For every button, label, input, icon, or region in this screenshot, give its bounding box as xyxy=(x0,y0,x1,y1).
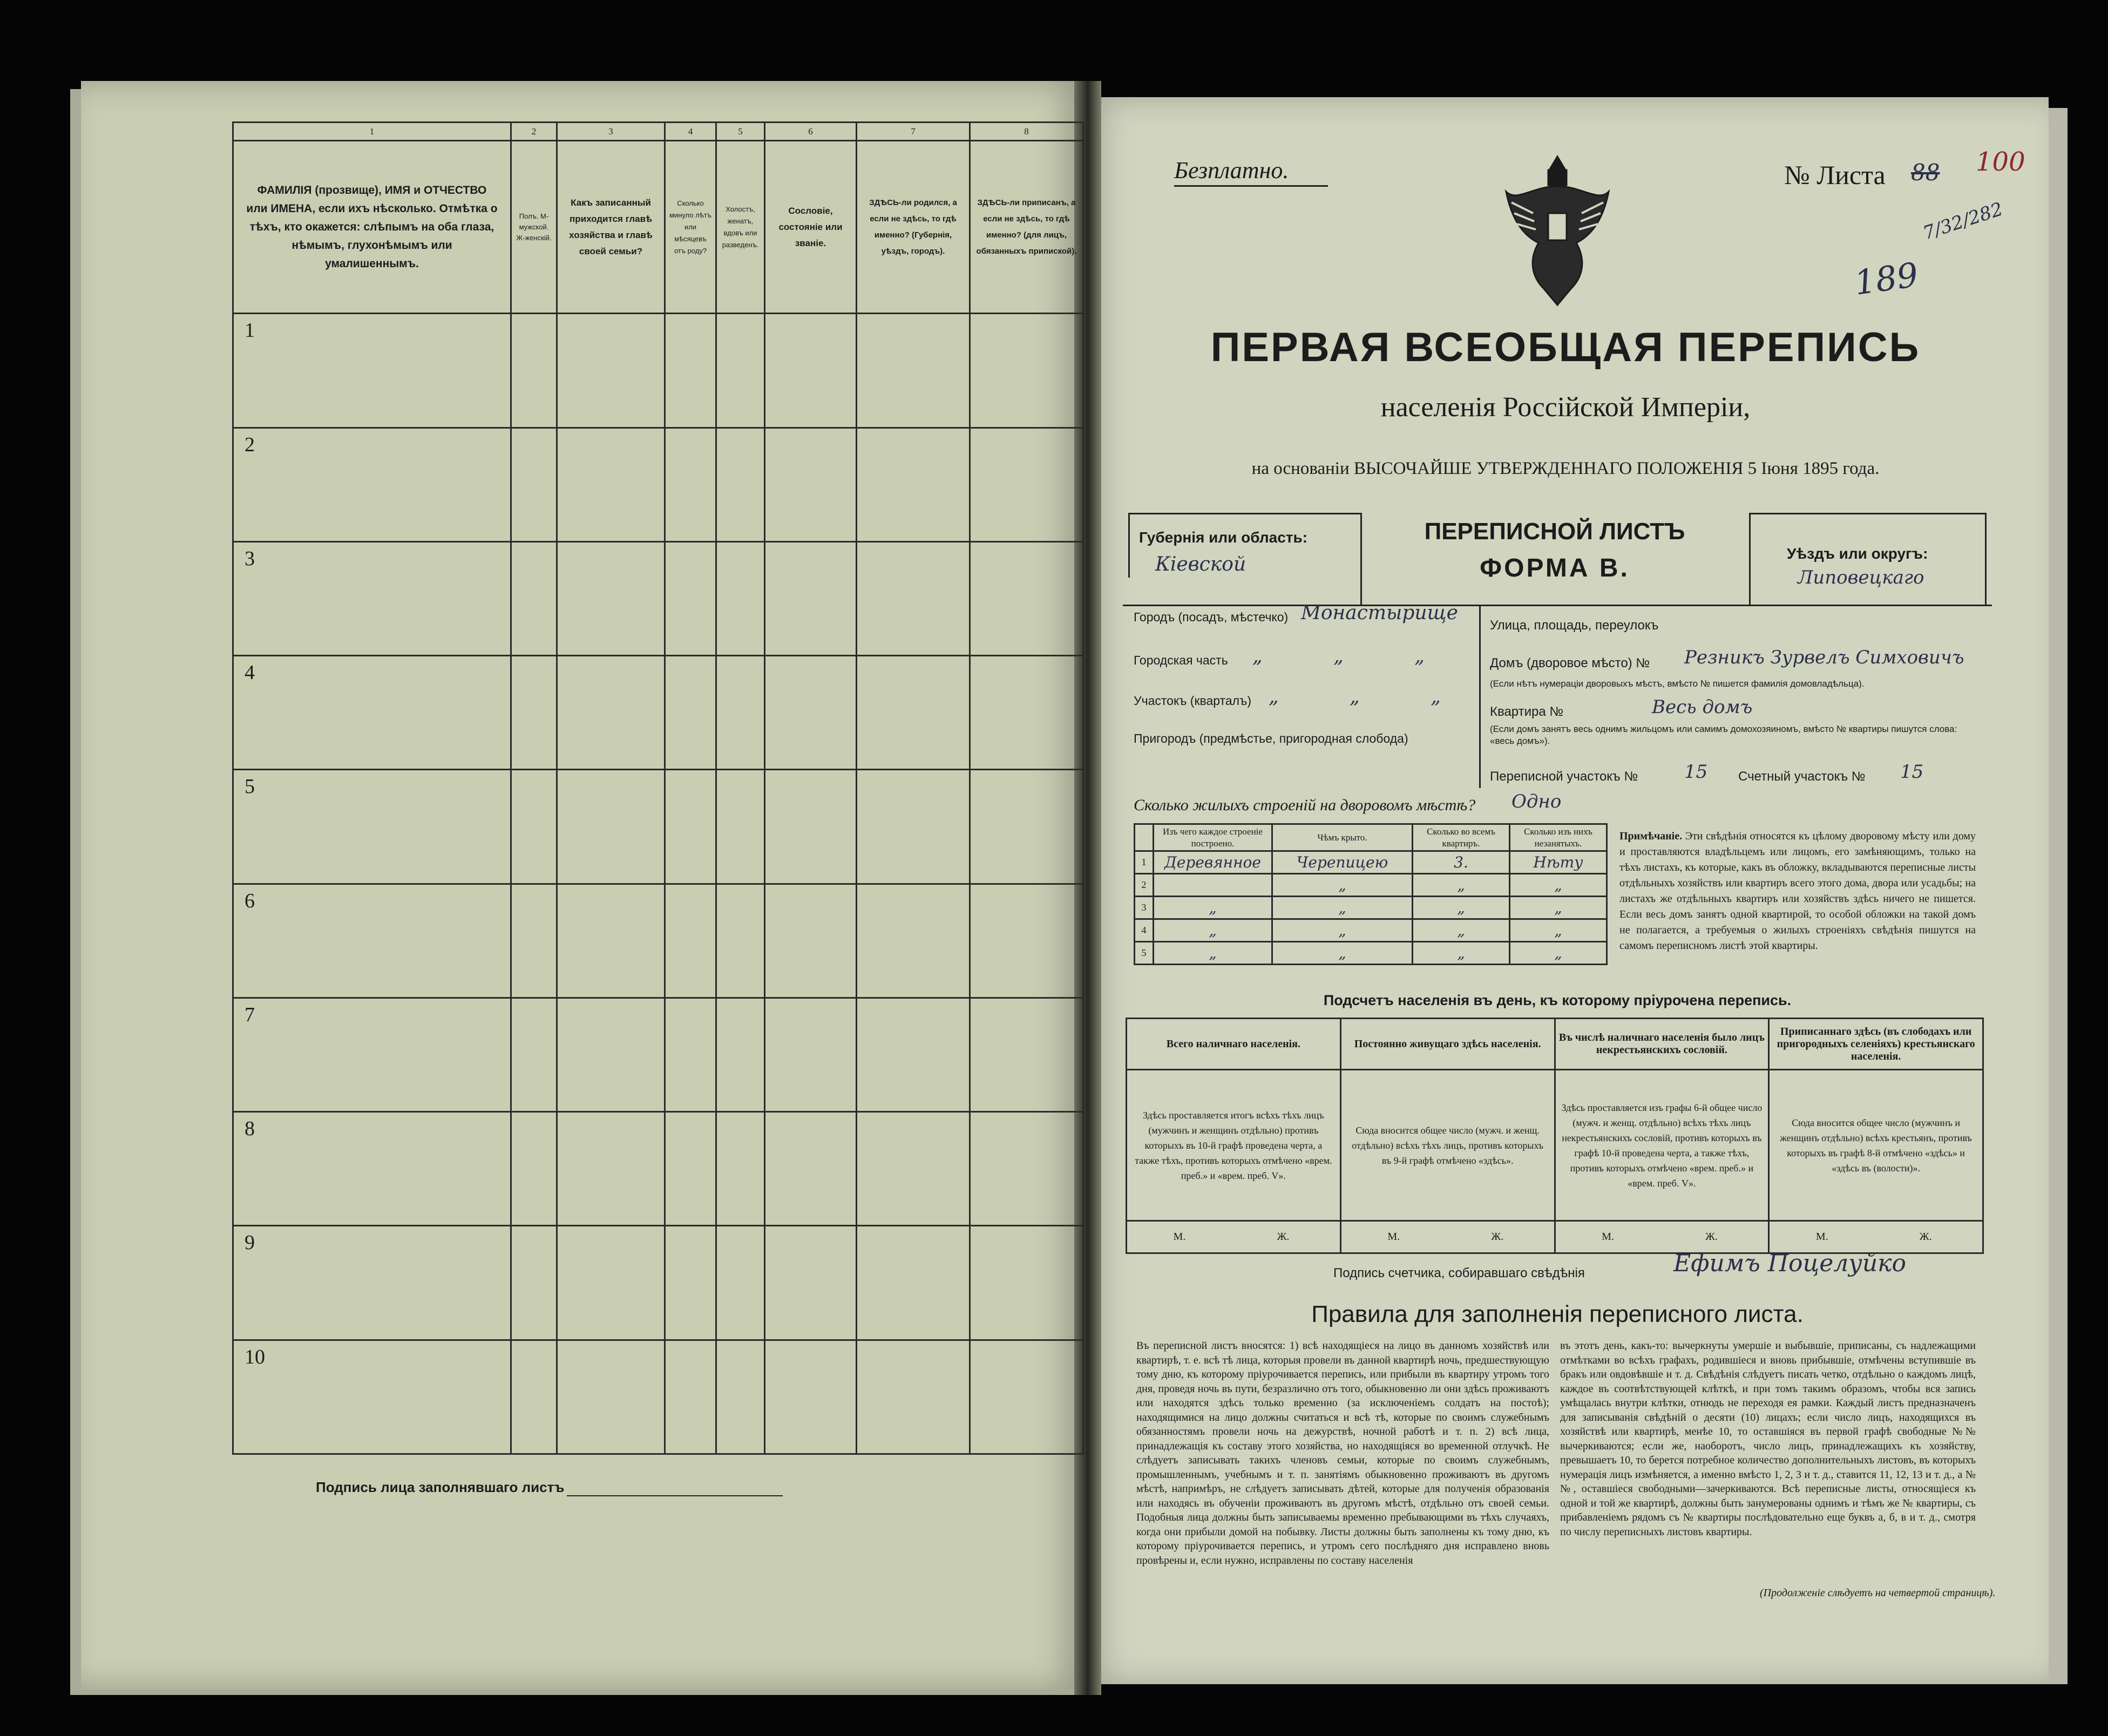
building-row xyxy=(1135,897,1607,919)
household-cell[interactable] xyxy=(665,884,716,998)
building-row-number: 5 xyxy=(1135,942,1154,965)
col-number: 5 xyxy=(716,123,765,141)
header-relation: Какъ записанный приходится главѣ хозяйства и главѣ своей семьи? xyxy=(557,141,665,314)
buildings-table xyxy=(1134,823,1608,965)
note-title: Примѣчаніе. xyxy=(1619,830,1683,842)
household-cell[interactable] xyxy=(716,1112,765,1226)
male-label: М. xyxy=(1387,1231,1400,1243)
enumerator-signature: Ефимъ Поцелуйко xyxy=(1673,1250,1906,1277)
header-marital: Холостъ, женатъ, вдовъ или разведенъ. xyxy=(716,141,765,314)
bt-header: Чѣмъ крыто. xyxy=(1272,824,1413,851)
precinct-label: Участокъ (кварталъ) xyxy=(1134,694,1252,708)
column-number-row xyxy=(233,123,1083,141)
side-number: 189 xyxy=(1852,255,1921,303)
count-mf-cell[interactable] xyxy=(1127,1221,1341,1253)
address-top-rule xyxy=(1123,605,1992,606)
household-row xyxy=(233,770,1083,884)
building-cell: „ xyxy=(1272,942,1413,965)
building-cell: „ xyxy=(1510,919,1607,942)
household-signature-label: Подпись лица заполнявшаго листъ xyxy=(316,1479,565,1495)
female-label: Ж. xyxy=(1919,1231,1932,1243)
col-number: 1 xyxy=(233,123,511,141)
buildings-question: Сколько жилыхъ строеній на дворовомъ мѣстѣ? xyxy=(1134,796,1476,814)
row-number[interactable]: 9 xyxy=(233,1226,511,1340)
household-cell[interactable] xyxy=(765,314,857,428)
household-cell[interactable] xyxy=(716,428,765,541)
building-cell xyxy=(1154,874,1272,897)
household-row xyxy=(233,314,1083,428)
census-subtitle: населенія Россійской Имперіи, xyxy=(1380,392,1751,423)
household-cell[interactable] xyxy=(511,541,557,655)
rules-column-1: Въ переписной листъ вносятся: 1) всѣ находящіеся на лицо въ данномъ хозяйствѣ или квартирѣ, т. е. всѣ тѣ лица, которыя провели въ данной квартирѣ ночь, предшествующую тому дню, къ которому пріурочивается перепись, или прибыли въ квартиру утромъ того дня, проведя ночь въ пути, безразлично отъ того, обыкновенно ли они здѣсь проживаютъ или находятся здѣсь только временно (за исключеніемъ солдатъ на постоѣ); находящимися на лицо должны считаться и всѣ тѣ, которые по своимъ служебнымъ обязанностямъ провели ночь на дежурствѣ, ночной работѣ и т. п. 2) всѣ лица, принадлежащія къ составу этого хозяйства, но находящіяся во временной отлучкѣ. Не слѣдуетъ записывать такихъ членовъ семьи, которые по своимъ служебнымъ, промышленнымъ, учебнымъ и т. п. занятіямъ обыкновенно проживаютъ въ другомъ мѣстѣ, напримѣръ, не слѣдуетъ записывать дѣтей, которые для полученія образованія или находясь въ обученіи проживаютъ въ другомъ мѣстѣ, отдѣльно отъ своей семьи. Подобныя лица должны быть записываемы временно пребывающими въ тѣхъ случаяхъ, когда они прибыли домой на побывку. Листы должны быть заполнены къ тому дню, къ которому пріурочивается перепись, и утромъ сего послѣдняго дня исправлено вновь провѣрены и, если нужно, исправлены по составу населенія xyxy=(1136,1340,1549,1567)
count-col-header: Всего наличнаго населенія. xyxy=(1127,1019,1341,1070)
count-col-body: Сюда вносится общее число (мужч. и женщ. отдѣльно) всѣхъ тѣхъ лицъ, противъ которыхъ въ 9-й графѣ отмѣчено «здѣсь». xyxy=(1340,1070,1555,1221)
household-cell[interactable] xyxy=(557,314,665,428)
row-number[interactable]: 10 xyxy=(233,1340,511,1454)
building-row-number: 2 xyxy=(1135,874,1154,897)
household-row xyxy=(233,998,1083,1111)
household-cell[interactable] xyxy=(765,1112,857,1226)
address-divider xyxy=(1479,605,1481,788)
row-number[interactable]: 7 xyxy=(233,998,511,1111)
col-number: 2 xyxy=(511,123,557,141)
bt-header: Изъ чего каждое строеніе построено. xyxy=(1154,824,1272,851)
building-cell: Нѣту xyxy=(1510,851,1607,874)
household-cell[interactable] xyxy=(970,884,1083,998)
household-cell[interactable] xyxy=(716,541,765,655)
house-label: Домъ (дворовое мѣсто) № xyxy=(1490,656,1650,670)
row-number[interactable]: 5 xyxy=(233,770,511,884)
count-col-header: Постоянно живущаго здѣсь населенія. xyxy=(1340,1019,1555,1070)
house-value: Резникъ Зурвелъ Симховичъ xyxy=(1684,647,1964,668)
building-cell: Черепицею xyxy=(1272,851,1413,874)
city-label: Городъ (посадъ, мѣстечко) xyxy=(1134,610,1289,624)
household-cell[interactable] xyxy=(557,1340,665,1454)
household-row xyxy=(233,541,1083,655)
building-cell: „ xyxy=(1154,919,1272,942)
census-title: ПЕРВАЯ ВСЕОБЩАЯ ПЕРЕПИСЬ xyxy=(1210,324,1921,370)
imperial-eagle-icon xyxy=(1501,154,1614,308)
household-cell[interactable] xyxy=(857,998,970,1111)
household-cell[interactable] xyxy=(665,1340,716,1454)
col-number: 6 xyxy=(765,123,857,141)
population-count-table xyxy=(1126,1018,1984,1254)
note-text: Эти свѣдѣнія относятся къ цѣлому дворовому мѣсту или дому и проставляются владѣльцемъ или лицомъ, его замѣняющимъ, только на тѣхъ листахъ, къ которые, какъ въ обложку, вкладываются переписные листы отдѣльныхъ хозяйствъ или квартиръ всего этого дома, двора или усадьбы; на листахъ же отдѣльныхъ квартиръ или хозяйствъ здѣсь ничего не пишется. Если весь домъ занятъ одной квартирой, то особой обложки на такой домъ не полагается, а требуемыя о жилыхъ строеніяхъ свѣдѣнія пишутся на самомъ переписномъ листѣ этой квартиры. xyxy=(1619,830,1976,952)
census-district-value: 15 xyxy=(1684,761,1708,783)
household-cell[interactable] xyxy=(665,428,716,541)
household-cell[interactable] xyxy=(765,1340,857,1454)
rules-column-2: въ этотъ день, какъ-то: вычеркнуты умершіе и выбывшіе, приписаны, съ надлежащими отмѣтками во всѣхъ графахъ, родившіеся и вновь прибывшіе, отмѣчены вступившіе въ бракъ или овдовѣвшіе и т. д. Свѣдѣнія слѣдуетъ писать четко, отдѣльно о каждомъ лицѣ, каждое въ соотвѣтствующей клѣткѣ, и при томъ такимъ образомъ, чтобы вся запись умѣщалась внутри клѣтки, отнюдь не переходя ея рамки. Каждый листъ предназначенъ для записыванія свѣдѣній о десяти (10) лицахъ; если число лицъ, находящихся въ хозяйствѣ или квартирѣ, менѣе 10, то оставшіяся въ первой графѣ свободные №№ вычеркиваются; если же, наоборотъ, число лицъ, принадлежащихъ къ хозяйству, превышаетъ 10, то берется потребное количество дополнительныхъ листовъ, въ которыхъ нумерація лицъ измѣняется, а именно вмѣсто 1, 2, 3 и т. д., ставится 11, 12, 13 и т. д., а №№, оставшіеся свободными—зачеркиваются. Всѣ переписные листы, относящіеся къ одной и той же квартирѣ, должны быть занумерованы однимъ и тѣмъ же № квартиры, съ прибавленіемъ рядомъ съ № квартиры послѣдовательно еще буквъ а, б, в и т. д., смотря по числу переписныхъ листовъ квартиры. xyxy=(1560,1340,1976,1538)
header-registration: ЗДѢСЬ-ли приписанъ, а если не здѣсь, то гдѣ именно? (для лицъ, обязанныхъ припиской). xyxy=(970,141,1083,314)
household-cell[interactable] xyxy=(557,770,665,884)
building-cell: „ xyxy=(1510,942,1607,965)
count-col-header: Въ числѣ наличнаго населенія было лицъ некрестьянскихъ сословій. xyxy=(1555,1019,1769,1070)
free-label: Безплатно. xyxy=(1174,157,1289,184)
building-cell: 3. xyxy=(1413,851,1510,874)
row-number[interactable]: 8 xyxy=(233,1112,511,1226)
sheet-number-value: 100 xyxy=(1976,147,2025,177)
house-note: (Если нѣтъ нумераціи дворовыхъ мѣстъ, вмѣсто № пишется фамилія домовладѣльца). xyxy=(1490,679,1865,689)
city-value: Монастырище xyxy=(1301,602,1458,624)
building-cell: „ xyxy=(1413,874,1510,897)
building-cell: „ xyxy=(1272,874,1413,897)
apartment-note: (Если домъ занятъ весь однимъ жильцомъ или самимъ домохозяиномъ, вмѣсто № квартиры пишутся слова: «весь домъ»). xyxy=(1490,724,1957,746)
household-cell[interactable] xyxy=(857,1112,970,1226)
household-cell[interactable] xyxy=(970,770,1083,884)
building-row xyxy=(1135,942,1607,965)
enumerator-label: Подпись счетчика, собиравшаго свѣдѣнія xyxy=(1333,1266,1585,1280)
census-district-label: Переписной участокъ № xyxy=(1490,769,1638,784)
building-cell: „ xyxy=(1154,897,1272,919)
household-cell[interactable] xyxy=(557,541,665,655)
precinct-value: „ „ „ xyxy=(1269,686,1473,708)
household-row xyxy=(233,1112,1083,1226)
sheet-number-struck: 88 xyxy=(1911,159,1940,186)
household-cell[interactable] xyxy=(557,1112,665,1226)
household-cell[interactable] xyxy=(716,884,765,998)
household-cell[interactable] xyxy=(857,770,970,884)
district-value: Липовецкаго xyxy=(1798,567,1924,588)
building-row xyxy=(1135,874,1607,897)
building-cell: „ xyxy=(1510,897,1607,919)
household-cell[interactable] xyxy=(970,1226,1083,1340)
census-basis: на основаніи ВЫСОЧАЙШЕ УТВЕРЖДЕННАГО ПОЛОЖЕНІЯ 5 Іюня 1895 года. xyxy=(1251,459,1880,478)
household-cell[interactable] xyxy=(716,314,765,428)
female-label: Ж. xyxy=(1491,1231,1504,1243)
household-cell[interactable] xyxy=(857,656,970,770)
male-label: М. xyxy=(1173,1231,1186,1243)
form-header-box xyxy=(1128,513,1987,605)
household-cell[interactable] xyxy=(557,1226,665,1340)
row-number[interactable]: 1 xyxy=(233,314,511,428)
household-cell[interactable] xyxy=(665,1226,716,1340)
count-mf-cell[interactable] xyxy=(1555,1221,1769,1253)
count-mf-cell[interactable] xyxy=(1769,1221,1983,1253)
household-cell[interactable] xyxy=(970,314,1083,428)
household-cell[interactable] xyxy=(665,1112,716,1226)
household-cell[interactable] xyxy=(557,656,665,770)
header-estate: Сословіе, состояніе или званіе. xyxy=(765,141,857,314)
household-row xyxy=(233,1340,1083,1454)
city-part-label: Городская часть xyxy=(1134,653,1228,667)
row-number[interactable]: 4 xyxy=(233,656,511,770)
household-cell[interactable] xyxy=(970,998,1083,1111)
household-cell[interactable] xyxy=(511,998,557,1111)
province-value: Кіевской xyxy=(1155,553,1246,575)
household-row xyxy=(233,656,1083,770)
household-cell[interactable] xyxy=(511,1112,557,1226)
count-col-body: Здѣсь проставляется итогъ всѣхъ тѣхъ лицъ (мужчинъ и женщинъ отдѣльно) противъ которыхъ въ 10-й графѣ проведена черта, а также тѣхъ, противъ которыхъ отмѣчено «врем. преб.» и «врем. преб. V». xyxy=(1127,1070,1341,1221)
form-title: ФОРМА В. xyxy=(1480,554,1630,582)
column-header-row xyxy=(233,141,1083,314)
header-name: ФАМИЛІЯ (прозвище), ИМЯ и ОТЧЕСТВО или ИМЕНА, если ихъ нѣсколько. Отмѣтка о тѣхъ, кто окажется: слѣпымъ на оба глаза, нѣмымъ, глухонѣмымъ или умалишеннымъ. xyxy=(233,141,511,314)
row-number[interactable]: 6 xyxy=(233,884,511,998)
household-cell[interactable] xyxy=(765,656,857,770)
household-cell[interactable] xyxy=(765,998,857,1111)
building-cell: „ xyxy=(1272,919,1413,942)
household-cell[interactable] xyxy=(765,428,857,541)
rules-title: Правила для заполненія переписного листа. xyxy=(1311,1301,1804,1327)
buildings-note xyxy=(1619,829,1976,954)
building-cell: „ xyxy=(1272,897,1413,919)
household-cell[interactable] xyxy=(857,884,970,998)
building-cell: „ xyxy=(1413,897,1510,919)
rules-continued: (Продолженіе слѣдуетъ на четвертой страницѣ). xyxy=(1760,1587,1996,1599)
household-cell[interactable] xyxy=(765,541,857,655)
count-district-value: 15 xyxy=(1900,761,1924,783)
household-cell[interactable] xyxy=(765,1226,857,1340)
household-cell[interactable] xyxy=(857,1340,970,1454)
household-cell[interactable] xyxy=(970,1112,1083,1226)
household-cell[interactable] xyxy=(557,428,665,541)
building-cell: Деревянное xyxy=(1154,851,1272,874)
male-label: М. xyxy=(1602,1231,1614,1243)
household-cell[interactable] xyxy=(857,541,970,655)
col-number: 8 xyxy=(970,123,1083,141)
household-cell[interactable] xyxy=(511,314,557,428)
city-part-value: „ „ „ xyxy=(1252,645,1457,667)
header-birthplace: ЗДѢСЬ-ли родился, а если не здѣсь, то гдѣ именно? (Губернія, уѣздъ, городъ). xyxy=(857,141,970,314)
building-cell: „ xyxy=(1510,874,1607,897)
household-cell[interactable] xyxy=(665,314,716,428)
count-mf-cell[interactable] xyxy=(1340,1221,1555,1253)
count-col-body: Здѣсь проставляется изъ графы 6-й общее число (мужч. и женщ. отдѣльно) всѣхъ тѣхъ лицъ некрестьянскихъ сословій, противъ которыхъ въ графѣ 10-й проведена черта, а также тѣхъ, противъ которыхъ отмѣчено «врем. преб.» и «врем. преб. V». xyxy=(1555,1070,1769,1221)
household-cell[interactable] xyxy=(665,541,716,655)
building-row-number: 1 xyxy=(1135,851,1154,874)
household-row xyxy=(233,1226,1083,1340)
sheet-number-label: № Листа xyxy=(1784,160,1886,190)
apartment-label: Квартира № xyxy=(1490,704,1564,719)
district-label: Уѣздъ или округъ: xyxy=(1787,545,1928,562)
building-row-number: 4 xyxy=(1135,919,1154,942)
household-signature-line xyxy=(567,1495,783,1496)
household-cell[interactable] xyxy=(716,656,765,770)
building-row xyxy=(1135,851,1607,874)
count-title: Подсчетъ населенія въ день, къ которому пріурочена перепись. xyxy=(1323,992,1792,1008)
province-label: Губернія или область: xyxy=(1139,529,1308,546)
street-label: Улица, площадь, переулокъ xyxy=(1490,618,1659,633)
apartment-value: Весь домъ xyxy=(1652,696,1753,718)
building-cell: „ xyxy=(1413,942,1510,965)
row-number[interactable]: 2 xyxy=(233,428,511,541)
male-label: М. xyxy=(1815,1231,1828,1243)
buildings-answer: Одно xyxy=(1511,791,1562,812)
female-label: Ж. xyxy=(1705,1231,1718,1243)
bt-header: Сколько изъ нихъ незанятыхъ. xyxy=(1510,824,1607,851)
household-cell[interactable] xyxy=(716,770,765,884)
household-cell[interactable] xyxy=(557,884,665,998)
household-cell[interactable] xyxy=(511,1340,557,1454)
header-sex: Полъ. М-мужской. Ж-женскій. xyxy=(511,141,557,314)
household-cell[interactable] xyxy=(765,770,857,884)
free-underline xyxy=(1174,185,1328,187)
building-cell: „ xyxy=(1154,942,1272,965)
building-row-number: 3 xyxy=(1135,897,1154,919)
header-age: Сколько минуло лѣтъ или мѣсяцевъ отъ роду? xyxy=(665,141,716,314)
household-cell[interactable] xyxy=(665,998,716,1111)
household-cell[interactable] xyxy=(970,656,1083,770)
household-cell[interactable] xyxy=(511,1226,557,1340)
building-row xyxy=(1135,919,1607,942)
household-cell[interactable] xyxy=(716,1226,765,1340)
female-label: Ж. xyxy=(1277,1231,1290,1243)
suburb-label: Пригородъ (предмѣстье, пригородная слобода) xyxy=(1134,731,1408,745)
sheet-title: ПЕРЕПИСНОЙ ЛИСТЪ xyxy=(1424,518,1685,545)
household-row xyxy=(233,884,1083,998)
household-cell[interactable] xyxy=(511,770,557,884)
household-table xyxy=(232,121,1082,1455)
household-cell[interactable] xyxy=(511,428,557,541)
household-cell[interactable] xyxy=(716,998,765,1111)
bt-header: Сколько во всемъ квартиръ. xyxy=(1413,824,1510,851)
col-number: 7 xyxy=(857,123,970,141)
col-number: 3 xyxy=(557,123,665,141)
household-cell[interactable] xyxy=(511,884,557,998)
household-cell[interactable] xyxy=(970,541,1083,655)
household-cell[interactable] xyxy=(557,998,665,1111)
household-cell[interactable] xyxy=(857,314,970,428)
household-row xyxy=(233,428,1083,541)
count-col-header: Приписаннаго здѣсь (въ слободахъ или пригородныхъ селеніяхъ) крестьянскаго населенія. xyxy=(1769,1019,1983,1070)
household-cell[interactable] xyxy=(857,428,970,541)
count-col-body: Сюда вносится общее число (мужчинъ и женщинъ отдѣльно) всѣхъ крестьянъ, противъ которыхъ въ графѣ 8-й отмѣчено «здѣсь» и «здѣсь въ (волости)». xyxy=(1769,1070,1983,1221)
sheet-number-extra: 7/32/282 xyxy=(1920,198,2006,245)
building-cell: „ xyxy=(1413,919,1510,942)
household-cell[interactable] xyxy=(511,656,557,770)
row-number[interactable]: 3 xyxy=(233,541,511,655)
col-number: 4 xyxy=(665,123,716,141)
household-cell[interactable] xyxy=(665,770,716,884)
household-cell[interactable] xyxy=(665,656,716,770)
household-cell[interactable] xyxy=(765,884,857,998)
household-cell[interactable] xyxy=(970,1340,1083,1454)
household-cell[interactable] xyxy=(716,1340,765,1454)
household-cell[interactable] xyxy=(857,1226,970,1340)
household-cell[interactable] xyxy=(970,428,1083,541)
count-district-label: Счетный участокъ № xyxy=(1738,769,1866,784)
